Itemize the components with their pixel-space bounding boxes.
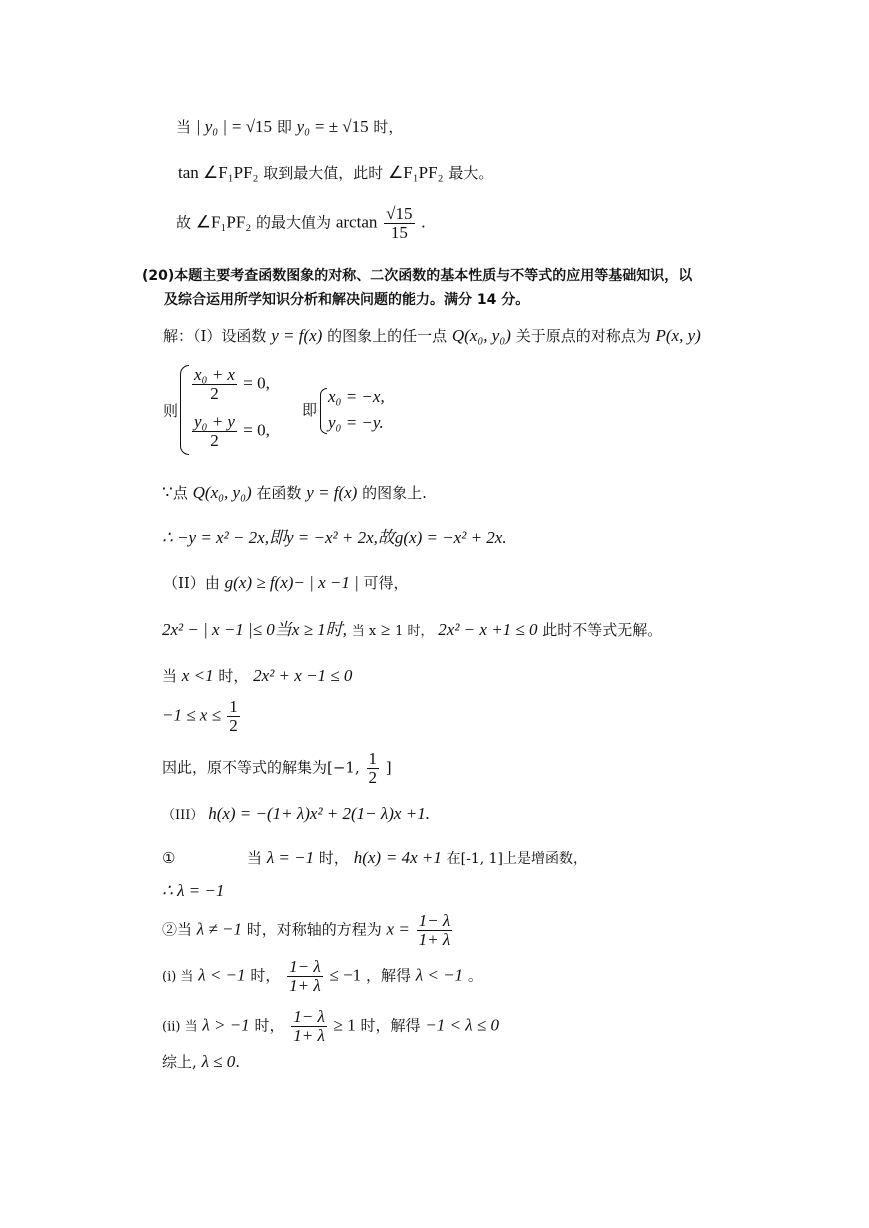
math-angle: ∠F₁PF₂ [195, 212, 252, 232]
math-hx: h(x) = −(1+ λ)x² + 2(1− λ)x +1. [208, 804, 430, 823]
fraction-sqrt15-over-15 [384, 205, 414, 242]
text: 时， [373, 118, 404, 136]
numerator: √15 [386, 204, 413, 223]
math-y0: y₀ [296, 117, 311, 136]
part1-intro-line [163, 326, 701, 346]
math-geq: ≥ [380, 620, 391, 639]
text: 当 [176, 118, 192, 136]
text: 时， [250, 966, 281, 985]
text: 解：（Ⅰ）设函数 [163, 327, 267, 345]
math-inequality: 2x² − x +1 ≤ 0 [438, 620, 538, 639]
text: 的图象上. [362, 484, 427, 502]
then-label: 则 [163, 402, 179, 420]
part2-line4 [162, 698, 242, 735]
fraction [192, 366, 237, 403]
math-linear: = 4x +1 [385, 848, 442, 867]
numerator: 1 [229, 697, 238, 716]
numerator: y₀ + y [194, 412, 235, 431]
text: 时， [318, 849, 349, 867]
text: 当 x [351, 624, 377, 639]
math-inequality: g(x) ≥ f(x)− | x −1 | [224, 573, 359, 592]
denominator: 1+ λ [418, 930, 451, 949]
math-fx: y = f(x) [271, 326, 323, 345]
text: 在函数 [256, 484, 302, 502]
fraction-half [367, 750, 380, 787]
text: 时，解得 [360, 1016, 421, 1035]
left-brace [320, 388, 327, 434]
part2-solution-line [162, 750, 392, 787]
text: 故 [176, 213, 192, 232]
math-hx: h(x) [353, 848, 382, 867]
math-result: λ < −1 [415, 965, 464, 985]
top-line-3 [176, 205, 426, 242]
text: 关于原点的对称点为 [515, 327, 651, 345]
fraction [287, 958, 323, 995]
denominator: 2 [210, 431, 219, 450]
subcase1-line [162, 958, 483, 995]
text: 点 [172, 484, 188, 502]
top-line-1 [176, 117, 403, 137]
text: 1 时， [395, 624, 434, 639]
math-inequality: ≤ −1 [329, 965, 362, 985]
problem20-heading-line2: 及综合运用所学知识分析和解决问题的能力。满分 14 分。 [164, 292, 530, 308]
text: 综上, [162, 1053, 197, 1071]
math-tan-angle: tan ∠F₁PF₂ [178, 163, 259, 182]
part2-line1 [163, 573, 409, 593]
text: 时， [254, 1016, 285, 1035]
math-fx: y = f(x) [306, 483, 358, 502]
system1-eq2 [190, 413, 270, 450]
text: 时， [218, 667, 249, 685]
numerator: x₀ + x [194, 365, 235, 384]
case-marker: ① [162, 849, 176, 867]
system2-eq2: y₀ = −y. [328, 413, 384, 432]
text: ，解得 [365, 966, 411, 985]
text: 。 [467, 966, 483, 985]
text: 即 [276, 118, 292, 136]
math-point-Q: Q(x₀, y₀) [451, 326, 511, 345]
math-condition: λ < −1 [198, 965, 246, 985]
math-condition: λ = −1 [266, 848, 315, 867]
part2-line2 [162, 620, 662, 642]
fraction-axis [417, 912, 453, 949]
text: . [421, 212, 426, 232]
therefore-line: ∴ −y = x² − 2x,即y = −x² + 2x,故g(x) = −x² + 2x. [162, 528, 507, 547]
math-inequality: 2x² + x −1 ≤ 0 [253, 666, 353, 685]
math-sqrt15: = √15 [231, 117, 273, 136]
math-point-P: P(x, y) [655, 326, 701, 345]
text: 时，对称轴的方程为 [246, 920, 382, 939]
math-condition: x <1 [181, 666, 214, 685]
text: （III） [162, 808, 204, 823]
denominator: 1+ λ [289, 976, 321, 995]
text: 因此，原不等式的解集为[−1, [162, 758, 360, 777]
math-x-eq: x = [386, 919, 410, 939]
text: 的最大值为 [256, 213, 332, 232]
text: 最大。 [448, 164, 494, 182]
math-inequality: −1 ≤ x ≤ [162, 705, 221, 725]
problem20-heading-line1: (20)本题主要考查函数图象的对称、二次函数的基本性质与不等式的应用等基础知识，以 [142, 268, 693, 284]
case1-therefore: ∴ λ = −1 [162, 881, 225, 900]
case-marker: ②当 [162, 920, 193, 939]
ji-label: 即 [302, 401, 318, 419]
left-brace [180, 365, 189, 455]
text: 当 [247, 849, 263, 867]
case1-line [162, 848, 587, 869]
summary-line [162, 1052, 240, 1072]
math-arctan: arctan [335, 212, 378, 232]
text: ] [385, 758, 392, 777]
math-point-Q: Q(x₀, y₀) [192, 483, 252, 502]
numerator: 1− λ [293, 1007, 325, 1026]
part2-line3 [162, 666, 352, 686]
because-line [162, 483, 427, 503]
fraction [192, 413, 237, 450]
text: 在[-1, 1]上是增函数， [446, 851, 588, 867]
text: 此时不等式无解。 [542, 621, 663, 639]
math-pm-sqrt15: = ± √15 [314, 117, 369, 136]
text: 可得， [363, 574, 409, 592]
fraction [291, 1008, 327, 1045]
math-condition: λ > −1 [202, 1015, 250, 1035]
text: . [235, 1053, 241, 1071]
numerator: 1− λ [418, 911, 451, 930]
part3-line1 [162, 804, 430, 826]
numerator: 1 [368, 749, 378, 768]
math-result: −1 < λ ≤ 0 [425, 1015, 499, 1035]
denominator: 2 [368, 768, 378, 787]
text: = 0, [243, 373, 270, 393]
math-result: λ ≤ 0 [201, 1052, 236, 1071]
fraction-half [227, 698, 240, 735]
case2-line [162, 912, 454, 949]
math-angle: ∠F₁PF₂ [388, 163, 444, 182]
denominator: 1+ λ [293, 1026, 325, 1045]
top-line-2 [178, 163, 493, 183]
numerator: 1− λ [289, 957, 321, 976]
text: (ii) 当 [162, 1019, 198, 1035]
text: 的图象上的任一点 [327, 327, 448, 345]
denominator: 15 [390, 223, 408, 242]
subcase2-line [162, 1008, 499, 1045]
text: 当 [162, 667, 178, 685]
system2-eq1: x₀ = −x, [328, 387, 385, 406]
math-condition: λ ≠ −1 [196, 919, 242, 939]
text: = 0, [243, 420, 270, 440]
denominator: 2 [229, 716, 238, 735]
because-symbol: ∵ [162, 483, 173, 502]
math-abs-y0: | y₀ | [195, 117, 228, 136]
text: （II）由 [163, 574, 220, 592]
math-inequality: ≥ 1 [333, 1015, 356, 1035]
text: 取到最大值，此时 [263, 164, 384, 182]
system1-eq1 [190, 366, 270, 403]
math-inequality: 2x² − | x −1 |≤ 0当x ≥ 1时, [162, 620, 347, 639]
denominator: 2 [210, 384, 219, 403]
text: (i) 当 [162, 969, 194, 985]
